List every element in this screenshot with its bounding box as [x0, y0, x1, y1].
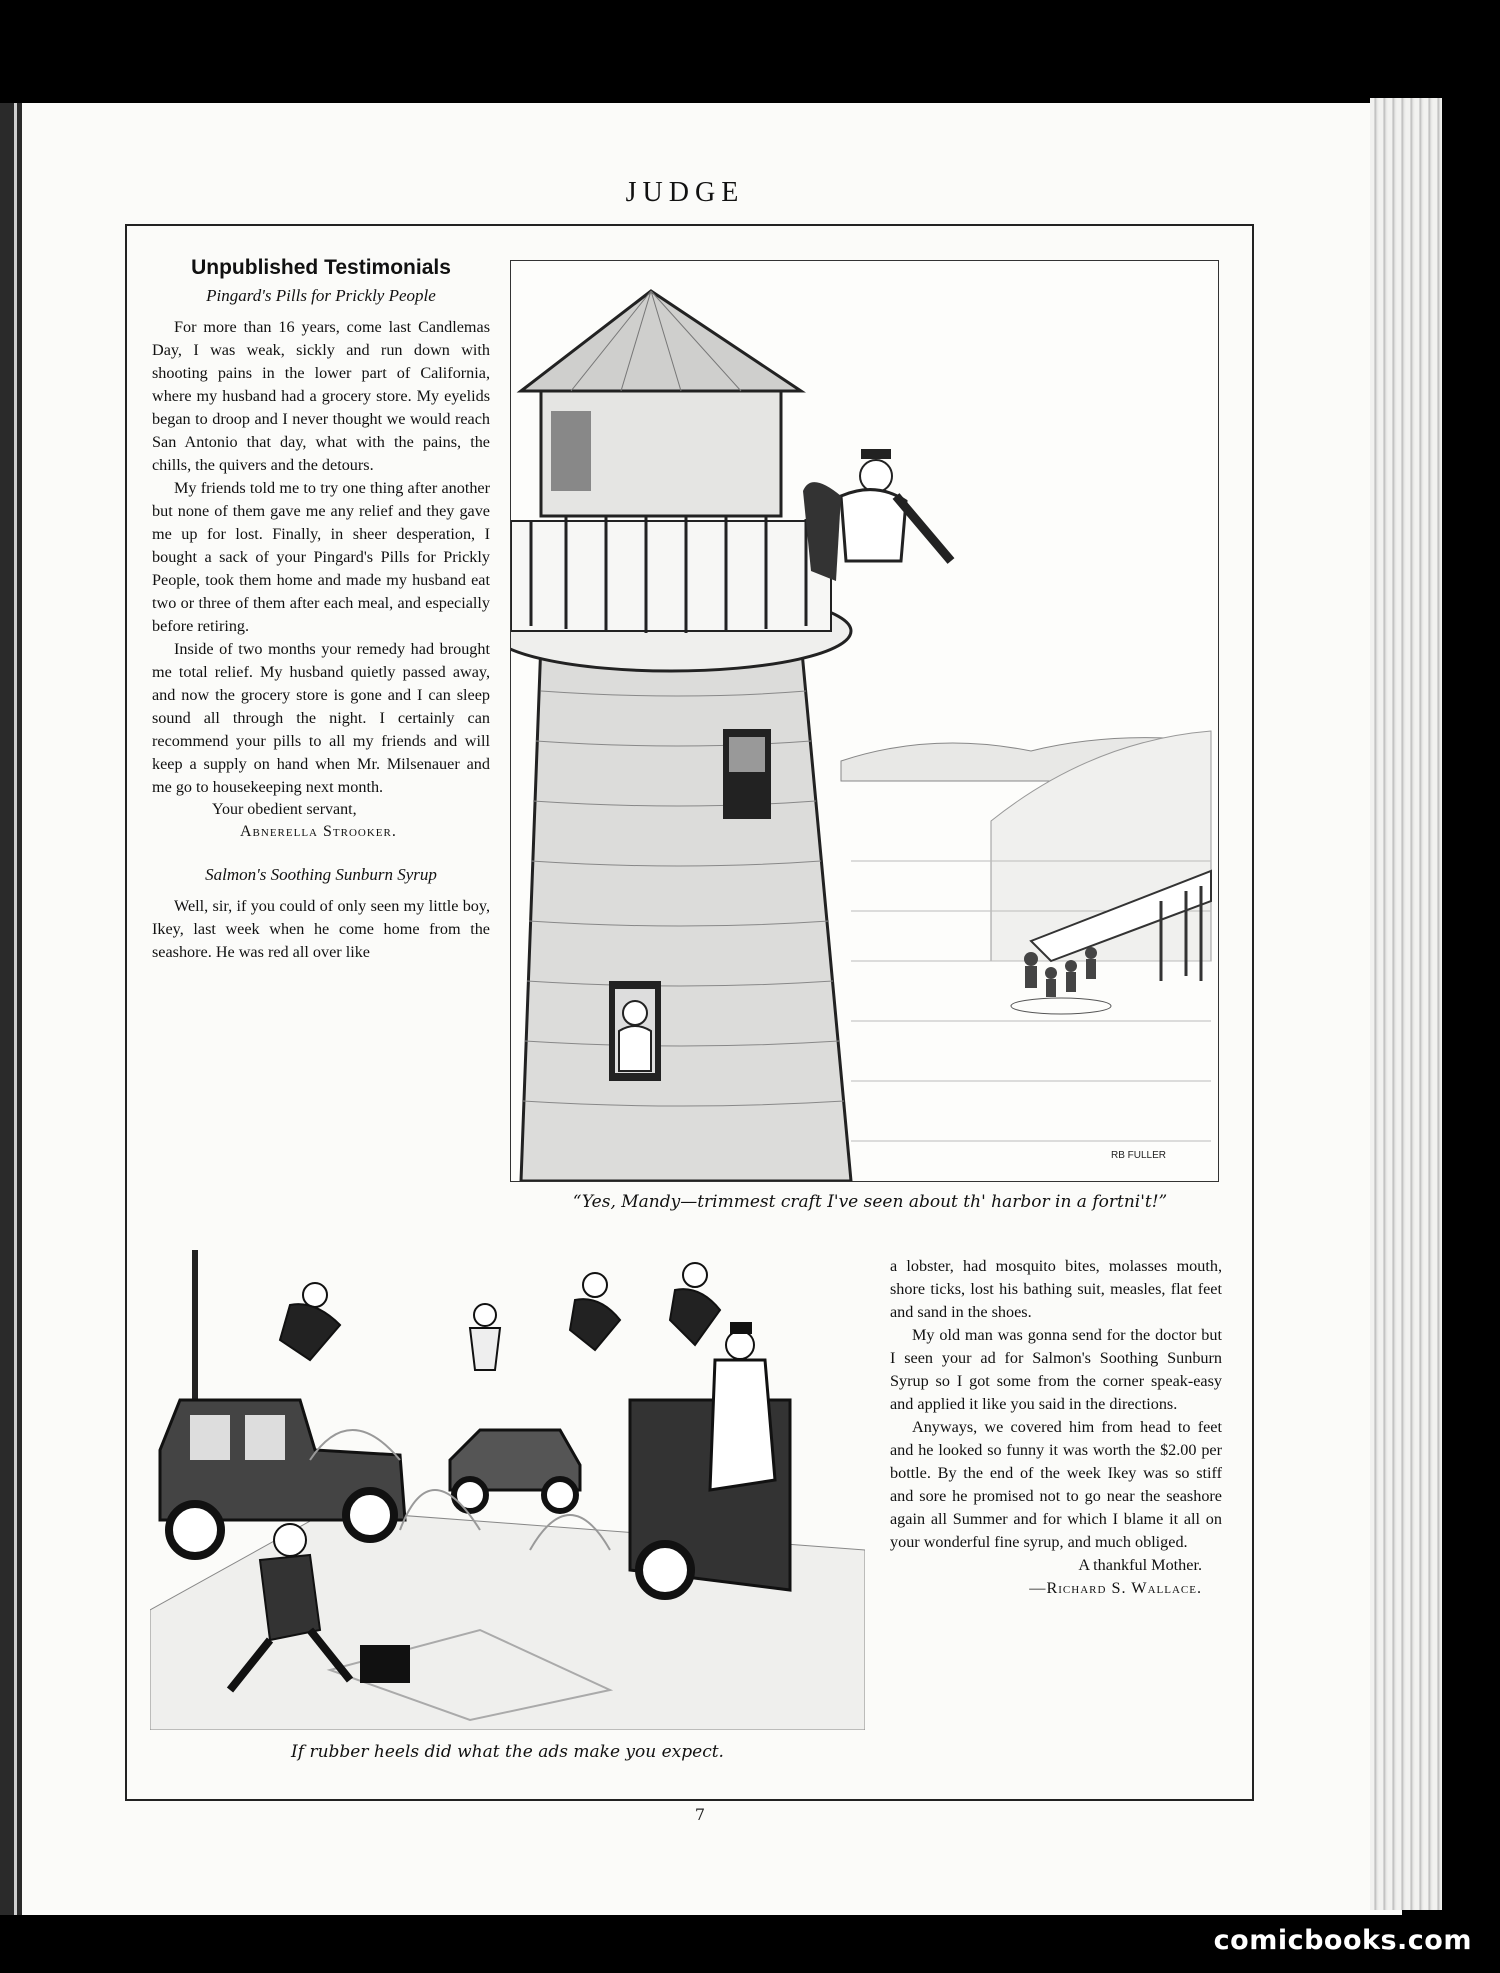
left-column: [152, 256, 490, 964]
paragraph: Well, sir, if you could of only seen my little boy, Ikey, last week when he come home from the seashore. He was red all over like: [152, 897, 490, 961]
section1-body: [152, 316, 490, 799]
section2-body-left: [152, 895, 490, 964]
section2-signature: —Richard S. Wallace.: [1029, 1579, 1202, 1597]
section1-subtitle: Pingard's Pills for Prickly People: [206, 286, 436, 305]
paragraph: My friends told me to try one thing after another but none of them gave me any relief and they gave me up for lost. Finally, in sheer desperation, I bought a sack of your Pingard's Pills for Prickly People, took them home and made my husband eat two or three of them after each meal, and especially before retiring.: [152, 479, 490, 635]
artist-signature: RB FULLER: [1111, 1150, 1167, 1161]
article-title: Unpublished Testimonials: [191, 256, 451, 279]
paragraph: My old man was gonna send for the doctor but I seen your ad for Salmon's Soothing Sunburn Syrup so I got some from the corner speak-easy and applied it like you said in the directions.: [890, 1326, 1222, 1413]
lighthouse-drawing: [511, 261, 1218, 1181]
right-column: [890, 1255, 1222, 1600]
page-number: 7: [694, 1805, 706, 1824]
section2-closing: A thankful Mother.: [1078, 1556, 1202, 1574]
book-spine-edge: [0, 103, 22, 1915]
site-watermark: comicbooks.com: [1213, 1925, 1472, 1956]
paragraph: For more than 16 years, come last Candlemas Day, I was weak, sickly and run down with shooting pains in the lower part of California, where my husband had a grocery store. My eyelids began to droop and I never thought we would reach San Antonio that day, what with the pains, the chills, the quivers and the detours.: [152, 318, 490, 474]
section1-closing: Your obedient servant,: [212, 801, 357, 818]
masthead: JUDGE: [625, 177, 745, 208]
lighthouse-caption: “Yes, Mandy—trimmest craft I've seen about th' harbor in a fortni't!”: [572, 1192, 1168, 1212]
section2-subtitle: Salmon's Soothing Sunburn Syrup: [205, 865, 437, 884]
lighthouse-cartoon: [510, 260, 1219, 1182]
page-stack-edge: [1370, 98, 1442, 1910]
rubber-heels-drawing: [150, 1250, 865, 1730]
section1-signature: Abnerella Strooker.: [240, 823, 397, 840]
paragraph: a lobster, had mosquito bites, molasses mouth, shore ticks, lost his bathing suit, measles, flat feet and sand in the shoes.: [890, 1257, 1222, 1321]
paragraph: Anyways, we covered him from head to feet and he looked so funny it was worth the $2.00 per bottle. By the end of the week Ikey was so stiff and sore he promised not to go near the seashore again all Summer and for which I blame it all on your wonderful fine syrup, and much obliged.: [890, 1418, 1222, 1551]
rubber-heels-caption: If rubber heels did what the ads make you expect.: [291, 1742, 724, 1762]
paragraph: Inside of two months your remedy had brought me total relief. My husband quietly passed away, and now the grocery store is gone and I can sleep sound all through the night. I certainly can recommend your pills to all my friends and will keep a supply on hand when Mr. Milsenauer and me go to housekeeping next month.: [152, 640, 490, 796]
rubber-heels-cartoon: [150, 1250, 865, 1730]
